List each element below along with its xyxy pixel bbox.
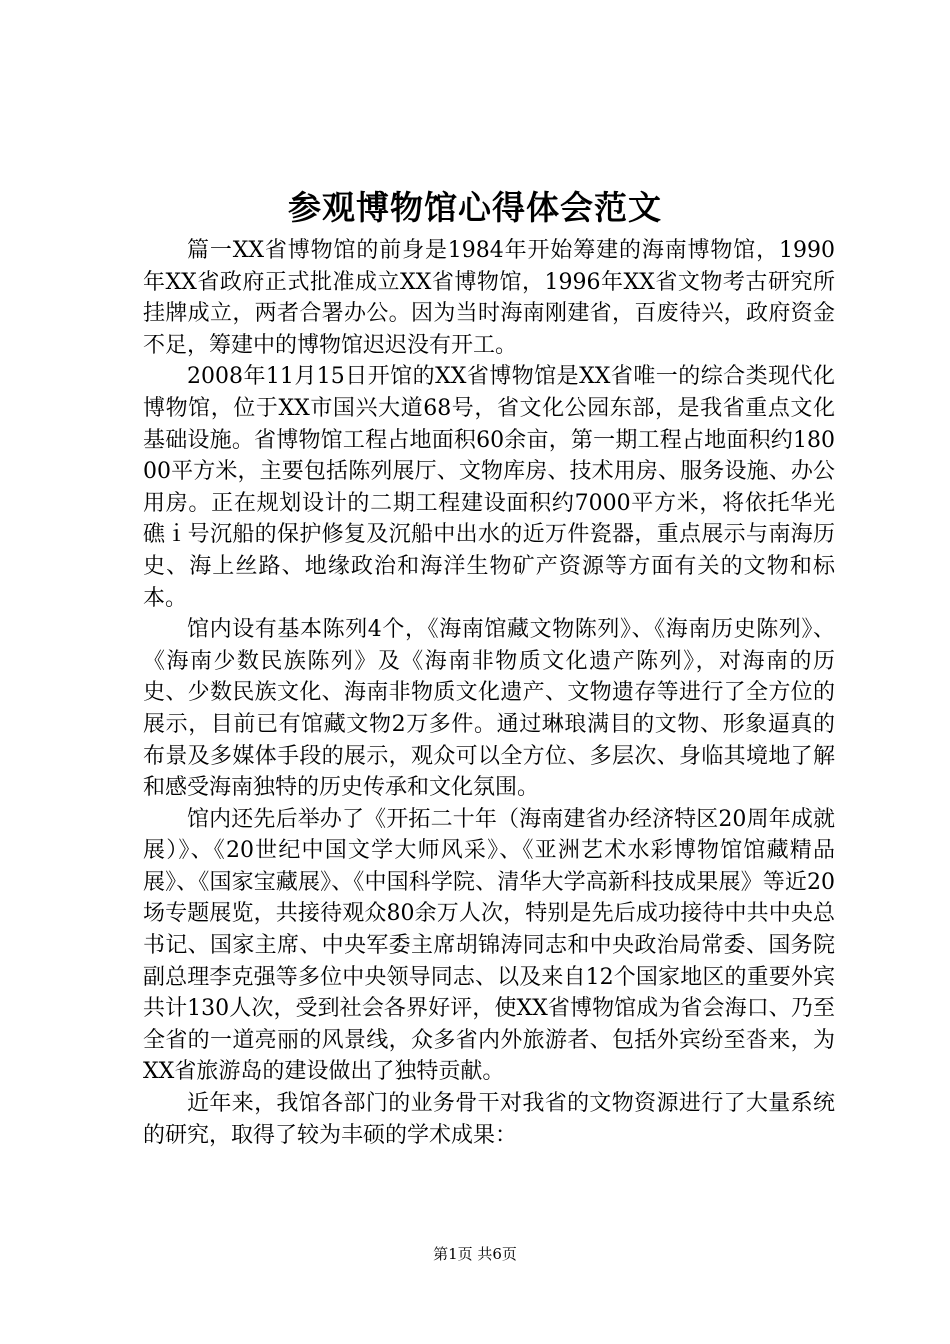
page-number-footer: 第1页 共6页 xyxy=(433,1245,517,1263)
paragraph-1: 篇一XX省博物馆的前身是1984年开始筹建的海南博物馆，1990年XX省政府正式批准成立XX省博物馆，1996年XX省文物考古研究所挂牌成立，两者合署办公。因为当时海南刚建省，百废待兴，政府资金不足，筹建中的博物馆迟迟没有开工。 xyxy=(143,238,835,358)
document-title: 参观博物馆心得体会范文 xyxy=(288,188,662,227)
paragraph-2: 2008年11月15日开馆的XX省博物馆是XX省唯一的综合类现代化博物馆，位于XX市国兴大道68号，省文化公园东部，是我省重点文化基础设施。省博物馆工程占地面积60余亩，第一期工程占地面积约18000平方米，主要包括陈列展厅、文物库房、技术用房、服务设施、办公用房。正在规划设计的二期工程建设面积约7000平方米，将依托华光礁ｉ号沉船的保护修复及沉船中出水的近万件瓷器，重点展示与南海历史、海上丝路、地缘政治和海洋生物矿产资源等方面有关的文物和标本。 xyxy=(143,364,835,611)
paragraph-5: 近年来，我馆各部门的业务骨干对我省的文物资源进行了大量系统的研究，取得了较为丰硕的学术成果： xyxy=(143,1091,835,1148)
document-body xyxy=(143,235,835,1151)
paragraph-4: 馆内还先后举办了《开拓二十年（海南建省办经济特区20周年成就展）》、《20世纪中国文学大师风采》、《亚洲艺术水彩博物馆馆藏精品展》、《国家宝藏展》、《中国科学院、清华大学高新科技成果展》等近20场专题展览，共接待观众80余万人次，特别是先后成功接待中共中央总书记、国家主席、中央军委主席胡锦涛同志和中央政治局常委、国务院副总理李克强等多位中央领导同志、以及来自12个国家地区的重要外宾共计130人次，受到社会各界好评，使XX省博物馆成为省会海口、乃至全省的一道亮丽的风景线，众多省内外旅游者、包括外宾纷至沓来，为XX省旅游岛的建设做出了独特贡献。 xyxy=(143,806,835,1085)
paragraph-3: 馆内设有基本陈列4个，《海南馆藏文物陈列》、《海南历史陈列》、《海南少数民族陈列》及《海南非物质文化遗产陈列》，对海南的历史、少数民族文化、海南非物质文化遗产、文物遗存等进行了全方位的展示，目前已有馆藏文物2万多件。通过琳琅满目的文物、形象逼真的布景及多媒体手段的展示，观众可以全方位、多层次、身临其境地了解和感受海南独特的历史传承和文化氛围。 xyxy=(143,617,835,801)
